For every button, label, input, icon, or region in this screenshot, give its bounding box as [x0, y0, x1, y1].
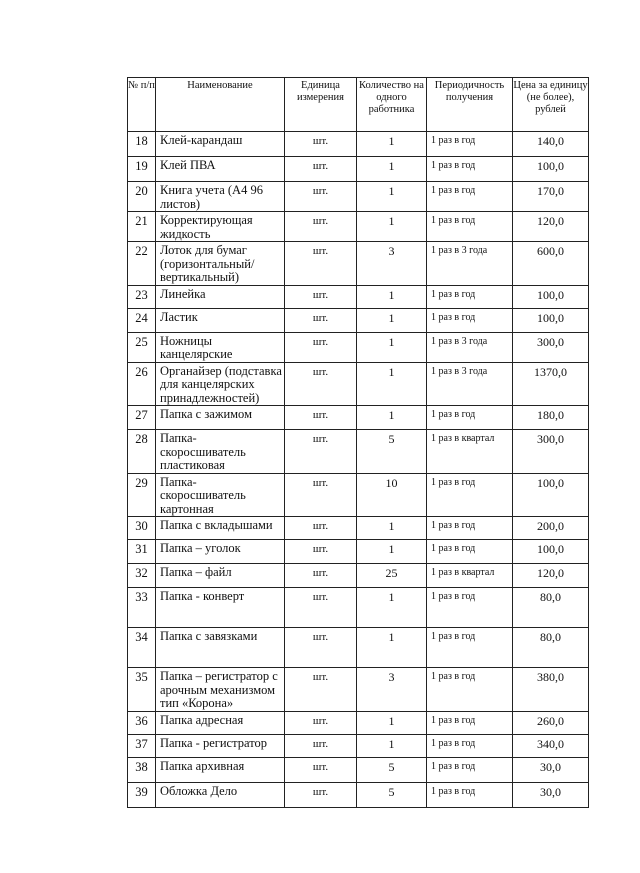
unit-value: шт.	[285, 588, 357, 628]
table-row	[128, 540, 589, 564]
item-name: Книга учета (А4 96 листов)	[156, 182, 285, 212]
price-value: 100,0	[513, 157, 589, 182]
unit-value: шт.	[285, 406, 357, 430]
item-name: Обложка Дело	[156, 782, 285, 807]
period-value: 1 раз в год	[427, 757, 513, 782]
unit-value: шт.	[285, 132, 357, 157]
table-row	[128, 668, 589, 712]
item-name: Клей-карандаш	[156, 132, 285, 157]
unit-value: шт.	[285, 734, 357, 757]
item-name: Папка с зажимом	[156, 406, 285, 430]
row-number: 32	[128, 564, 156, 588]
item-name: Папка - конверт	[156, 588, 285, 628]
period-value: 1 раз в 3 года	[427, 242, 513, 286]
price-value: 300,0	[513, 430, 589, 474]
header-name: Наименование	[156, 78, 285, 132]
quantity-value: 1	[357, 362, 427, 406]
item-name: Ластик	[156, 308, 285, 332]
quantity-value: 1	[357, 628, 427, 668]
table-row	[128, 285, 589, 308]
header-num: № п/п	[128, 78, 156, 132]
unit-value: шт.	[285, 332, 357, 362]
unit-value: шт.	[285, 628, 357, 668]
row-number: 38	[128, 757, 156, 782]
quantity-value: 3	[357, 242, 427, 286]
row-number: 26	[128, 362, 156, 406]
item-name: Ножницы канцелярские	[156, 332, 285, 362]
table-row	[128, 362, 589, 406]
item-name: Лоток для бумаг (горизонтальный/ вертикальный)	[156, 242, 285, 286]
table-row	[128, 628, 589, 668]
quantity-value: 25	[357, 564, 427, 588]
item-name: Органайзер (подставка для канцелярских принадлежностей)	[156, 362, 285, 406]
row-number: 36	[128, 711, 156, 734]
unit-value: шт.	[285, 430, 357, 474]
quantity-value: 10	[357, 473, 427, 517]
price-value: 80,0	[513, 588, 589, 628]
item-name: Папка-скоросшиватель пластиковая	[156, 430, 285, 474]
row-number: 35	[128, 668, 156, 712]
table-row	[128, 782, 589, 807]
row-number: 22	[128, 242, 156, 286]
row-number: 34	[128, 628, 156, 668]
price-value: 300,0	[513, 332, 589, 362]
price-value: 170,0	[513, 182, 589, 212]
price-value: 140,0	[513, 132, 589, 157]
item-name: Папка – регистратор с арочным механизмом тип «Корона»	[156, 668, 285, 712]
unit-value: шт.	[285, 157, 357, 182]
quantity-value: 5	[357, 430, 427, 474]
period-value: 1 раз в 3 года	[427, 362, 513, 406]
period-value: 1 раз в год	[427, 711, 513, 734]
item-name: Папка - регистратор	[156, 734, 285, 757]
unit-value: шт.	[285, 711, 357, 734]
price-value: 180,0	[513, 406, 589, 430]
unit-value: шт.	[285, 757, 357, 782]
quantity-value: 1	[357, 588, 427, 628]
row-number: 24	[128, 308, 156, 332]
price-value: 1370,0	[513, 362, 589, 406]
table-row	[128, 132, 589, 157]
unit-value: шт.	[285, 517, 357, 540]
item-name: Линейка	[156, 285, 285, 308]
item-name: Папка – файл	[156, 564, 285, 588]
header-row	[128, 78, 589, 132]
row-number: 30	[128, 517, 156, 540]
quantity-value: 1	[357, 182, 427, 212]
table-row	[128, 242, 589, 286]
unit-value: шт.	[285, 564, 357, 588]
table-row	[128, 157, 589, 182]
item-name: Папка – уголок	[156, 540, 285, 564]
row-number: 19	[128, 157, 156, 182]
row-number: 28	[128, 430, 156, 474]
unit-value: шт.	[285, 212, 357, 242]
quantity-value: 1	[357, 734, 427, 757]
quantity-value: 1	[357, 212, 427, 242]
quantity-value: 1	[357, 157, 427, 182]
period-value: 1 раз в год	[427, 734, 513, 757]
price-value: 120,0	[513, 212, 589, 242]
quantity-value: 5	[357, 782, 427, 807]
header-period: Периодичность получения	[427, 78, 513, 132]
price-table	[127, 77, 589, 808]
table-row	[128, 308, 589, 332]
period-value: 1 раз в квартал	[427, 430, 513, 474]
period-value: 1 раз в год	[427, 588, 513, 628]
period-value: 1 раз в год	[427, 540, 513, 564]
quantity-value: 1	[357, 406, 427, 430]
quantity-value: 5	[357, 757, 427, 782]
period-value: 1 раз в год	[427, 157, 513, 182]
row-number: 29	[128, 473, 156, 517]
table-row	[128, 711, 589, 734]
table-row	[128, 757, 589, 782]
period-value: 1 раз в квартал	[427, 564, 513, 588]
table-row	[128, 473, 589, 517]
row-number: 23	[128, 285, 156, 308]
period-value: 1 раз в год	[427, 473, 513, 517]
price-value: 200,0	[513, 517, 589, 540]
price-value: 340,0	[513, 734, 589, 757]
price-value: 600,0	[513, 242, 589, 286]
item-name: Папка с завязками	[156, 628, 285, 668]
period-value: 1 раз в год	[427, 406, 513, 430]
item-name: Папка с вкладышами	[156, 517, 285, 540]
row-number: 33	[128, 588, 156, 628]
header-qty: Количество на одного работника	[357, 78, 427, 132]
table-row	[128, 182, 589, 212]
price-value: 100,0	[513, 540, 589, 564]
price-value: 380,0	[513, 668, 589, 712]
quantity-value: 3	[357, 668, 427, 712]
row-number: 18	[128, 132, 156, 157]
period-value: 1 раз в год	[427, 132, 513, 157]
unit-value: шт.	[285, 285, 357, 308]
item-name: Папка адресная	[156, 711, 285, 734]
price-value: 100,0	[513, 473, 589, 517]
quantity-value: 1	[357, 332, 427, 362]
price-value: 120,0	[513, 564, 589, 588]
unit-value: шт.	[285, 782, 357, 807]
unit-value: шт.	[285, 362, 357, 406]
header-unit: Единица измерения	[285, 78, 357, 132]
unit-value: шт.	[285, 540, 357, 564]
unit-value: шт.	[285, 308, 357, 332]
table-row	[128, 212, 589, 242]
header-price: Цена за единицу (не более), рублей	[513, 78, 589, 132]
period-value: 1 раз в год	[427, 782, 513, 807]
quantity-value: 1	[357, 517, 427, 540]
period-value: 1 раз в год	[427, 628, 513, 668]
row-number: 31	[128, 540, 156, 564]
table-row	[128, 734, 589, 757]
period-value: 1 раз в год	[427, 517, 513, 540]
unit-value: шт.	[285, 182, 357, 212]
period-value: 1 раз в год	[427, 182, 513, 212]
period-value: 1 раз в 3 года	[427, 332, 513, 362]
table-row	[128, 332, 589, 362]
quantity-value: 1	[357, 285, 427, 308]
price-value: 100,0	[513, 308, 589, 332]
unit-value: шт.	[285, 473, 357, 517]
row-number: 39	[128, 782, 156, 807]
period-value: 1 раз в год	[427, 285, 513, 308]
row-number: 37	[128, 734, 156, 757]
row-number: 27	[128, 406, 156, 430]
period-value: 1 раз в год	[427, 308, 513, 332]
item-name: Папка-скоросшиватель картонная	[156, 473, 285, 517]
item-name: Клей ПВА	[156, 157, 285, 182]
quantity-value: 1	[357, 132, 427, 157]
unit-value: шт.	[285, 242, 357, 286]
price-value: 260,0	[513, 711, 589, 734]
quantity-value: 1	[357, 308, 427, 332]
table-row	[128, 430, 589, 474]
row-number: 21	[128, 212, 156, 242]
quantity-value: 1	[357, 540, 427, 564]
table-row	[128, 564, 589, 588]
price-value: 30,0	[513, 782, 589, 807]
row-number: 20	[128, 182, 156, 212]
quantity-value: 1	[357, 711, 427, 734]
item-name: Корректирующая жидкость	[156, 212, 285, 242]
price-value: 100,0	[513, 285, 589, 308]
price-value: 80,0	[513, 628, 589, 668]
table-row	[128, 588, 589, 628]
period-value: 1 раз в год	[427, 212, 513, 242]
item-name: Папка архивная	[156, 757, 285, 782]
price-value: 30,0	[513, 757, 589, 782]
row-number: 25	[128, 332, 156, 362]
table-row	[128, 406, 589, 430]
table-row	[128, 517, 589, 540]
period-value: 1 раз в год	[427, 668, 513, 712]
unit-value: шт.	[285, 668, 357, 712]
